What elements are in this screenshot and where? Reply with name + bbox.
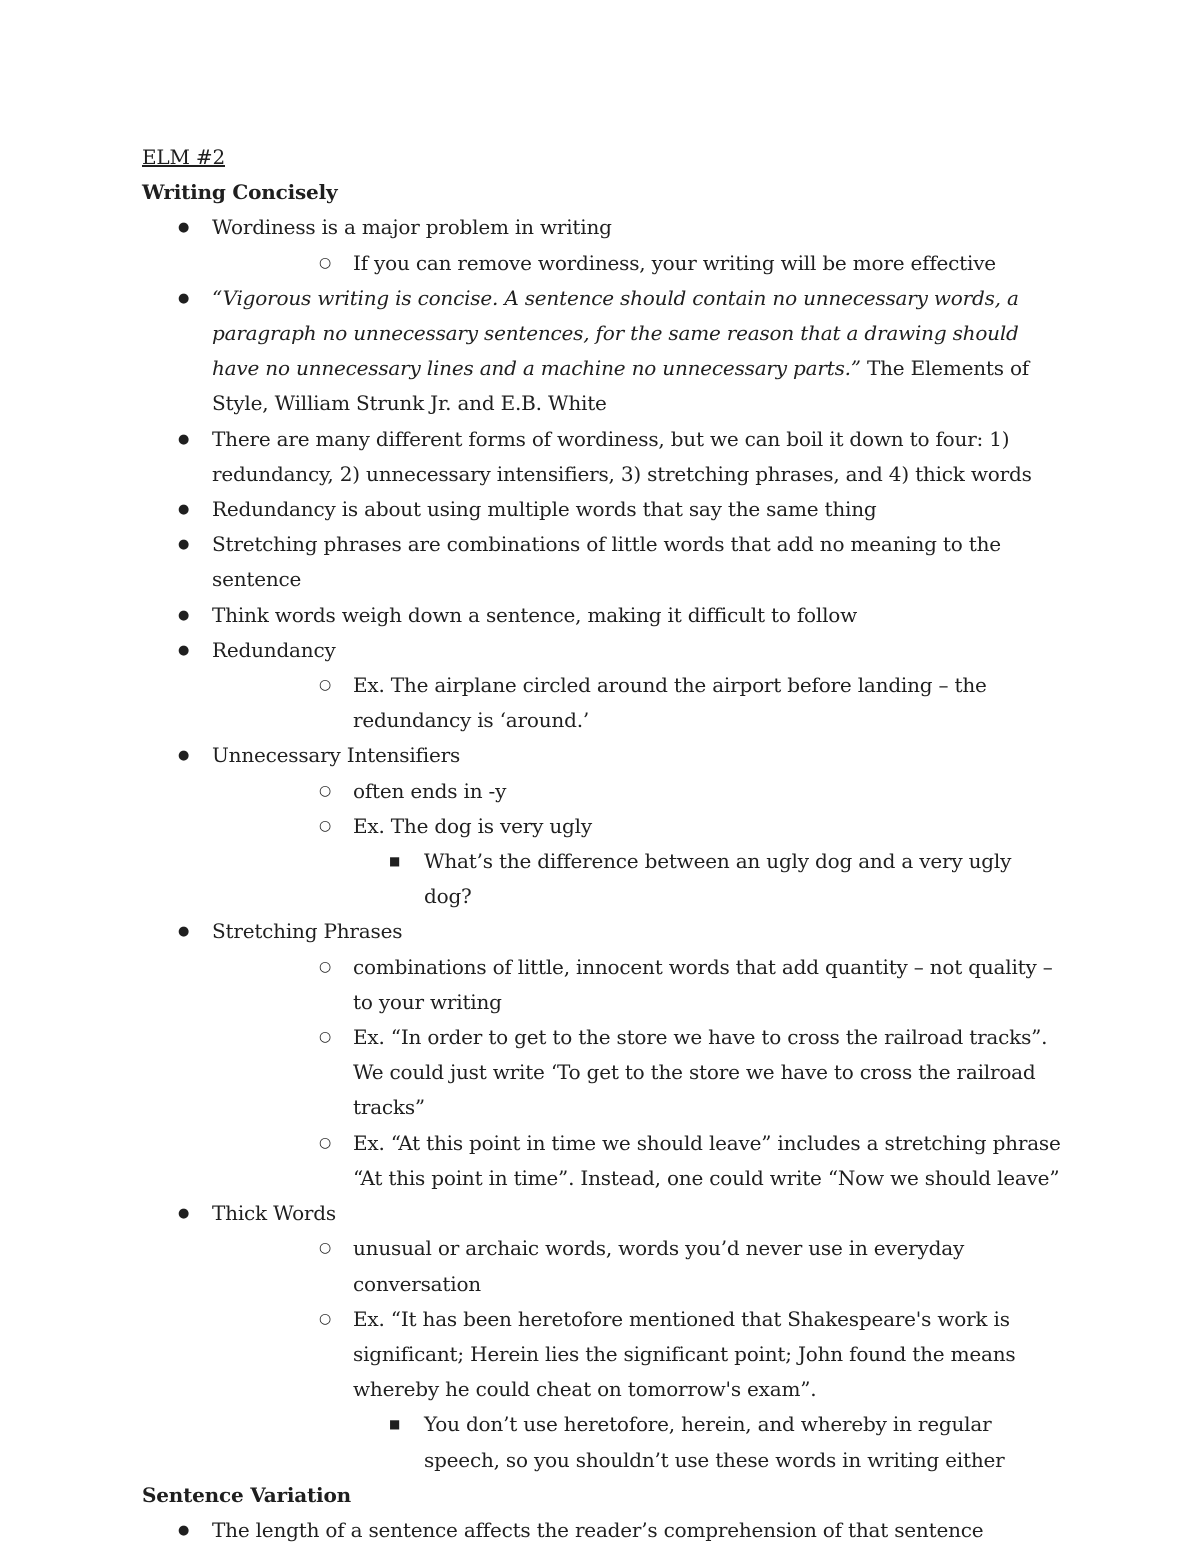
list-item-sublist (142, 774, 1062, 915)
disc-bullet-icon: ● (178, 642, 190, 658)
list-item (142, 738, 1062, 773)
list-item-text: Unnecessary Intensifiers (212, 743, 461, 768)
circle-bullet-icon: ○ (319, 782, 332, 799)
list-item (212, 809, 1062, 844)
sublist (212, 246, 1062, 281)
list-item (142, 1513, 1062, 1548)
list-item-sublist (142, 1231, 1062, 1477)
disc-bullet-icon: ● (178, 607, 190, 623)
list-item-text: Wordiness is a major problem in writing (212, 215, 612, 240)
circle-bullet-icon: ○ (319, 1310, 332, 1327)
list-item (142, 1196, 1062, 1231)
circle-bullet-icon: ○ (319, 817, 332, 834)
circle-bullet-icon: ○ (319, 1240, 332, 1257)
list-item-text: You don’t use heretofore, herein, and whereby in regular speech, so you shouldn’t use these words in writing either (424, 1412, 1005, 1472)
circle-bullet-icon: ○ (319, 1134, 332, 1151)
list-item-text: What’s the difference between an ugly dog and a very ugly dog? (424, 849, 1012, 909)
sublist (212, 668, 1062, 738)
sublist (212, 1231, 1062, 1407)
square-bullet-icon: ■ (389, 1417, 401, 1432)
list-item (142, 914, 1062, 949)
list-item (142, 633, 1062, 668)
section-heading-writing-concisely: Writing Concisely (142, 180, 338, 205)
list-item-sublist (142, 246, 1062, 281)
list-item-text: Ex. “It has been heretofore mentioned that Shakespeare's work is significant; Herein lies the significant point; John found the means whereby he could cheat on tomorrow's exam”. (353, 1306, 1016, 1402)
list-item-text: Stretching Phrases (212, 919, 403, 944)
disc-bullet-icon: ● (178, 1522, 190, 1538)
list-item-sublist (142, 950, 1062, 1196)
circle-bullet-icon: ○ (319, 677, 332, 694)
list-item (212, 950, 1062, 1020)
list-item (212, 774, 1062, 809)
list-item (212, 1126, 1062, 1196)
list-item-text: unusual or archaic words, words you’d never use in everyday conversation (353, 1236, 965, 1296)
sentence-variation-list (142, 1513, 1062, 1548)
disc-bullet-icon: ● (178, 537, 190, 553)
circle-bullet-icon: ○ (319, 254, 332, 271)
list-item (142, 598, 1062, 633)
list-item (142, 422, 1062, 492)
list-item-text: Ex. The airplane circled around the airport before landing – the redundancy is ‘around.’ (353, 673, 987, 733)
list-item (212, 1407, 1062, 1477)
strunk-white-quote: “Vigorous writing is concise. A sentence should contain no unnecessary words, a paragraph no unnecessary sentences, for the same reason that a drawing should have no unnecessary lines and a machine no unnecessary parts.” (212, 285, 1019, 381)
list-item (142, 210, 1062, 245)
square-bullet-icon: ■ (389, 854, 401, 869)
disc-bullet-icon: ● (178, 431, 190, 447)
disc-bullet-icon: ● (178, 502, 190, 518)
list-item-text: Stretching phrases are combinations of little words that add no meaning to the sentence (212, 532, 1001, 592)
sublist (212, 844, 1062, 914)
sublist (212, 1407, 1062, 1477)
list-item-text: There are many different forms of wordiness, but we can boil it down to four: 1) redundancy, 2) unnecessary intensifiers, 3) stretching phrases, and 4) thick words (212, 426, 1032, 486)
list-item-text: often ends in -y (353, 778, 507, 803)
list-item-text: combinations of little, innocent words that add quantity – not quality – to your writing (353, 954, 1053, 1014)
list-item-text: If you can remove wordiness, your writing will be more effective (353, 250, 996, 275)
list-item (142, 527, 1062, 597)
list-item-text: Redundancy (212, 637, 336, 662)
list-item-text: Ex. The dog is very ugly (353, 813, 592, 838)
list-item (212, 1231, 1062, 1301)
list-item-text: Think words weigh down a sentence, making it difficult to follow (212, 602, 858, 627)
section-heading-sentence-variation: Sentence Variation (142, 1482, 351, 1507)
writing-concisely-list (142, 210, 1062, 1477)
quote-source: The Elements of Style, William Strunk Jr. and E.B. White (212, 356, 1029, 416)
disc-bullet-icon: ● (178, 1206, 190, 1222)
list-item-text: Thick Words (212, 1201, 336, 1226)
circle-bullet-icon: ○ (319, 958, 332, 975)
document-title: ELM #2 (142, 145, 225, 169)
list-item-text: Ex. “At this point in time we should leave” includes a stretching phrase “At this point in time”. Instead, one could write “Now we should leave” (353, 1130, 1061, 1190)
circle-bullet-icon: ○ (319, 1029, 332, 1046)
disc-bullet-icon: ● (178, 290, 190, 306)
sublist (212, 774, 1062, 844)
list-item (142, 492, 1062, 527)
list-item-text: Redundancy is about using multiple words that say the same thing (212, 497, 877, 522)
list-item (212, 668, 1062, 738)
list-item (212, 844, 1062, 914)
disc-bullet-icon: ● (178, 748, 190, 764)
disc-bullet-icon: ● (178, 220, 190, 236)
list-item-text: The length of a sentence affects the reader’s comprehension of that sentence (212, 1517, 984, 1542)
disc-bullet-icon: ● (178, 924, 190, 940)
list-item (212, 1302, 1062, 1408)
sublist (212, 950, 1062, 1196)
document-page (142, 140, 1062, 1548)
list-item-sublist (142, 668, 1062, 738)
list-item (212, 246, 1062, 281)
list-item-text: Ex. “In order to get to the store we have to cross the railroad tracks”. We could just write ‘To get to the store we have to cross the railroad tracks” (353, 1025, 1048, 1120)
list-item (212, 1020, 1062, 1126)
list-item (142, 281, 1062, 422)
